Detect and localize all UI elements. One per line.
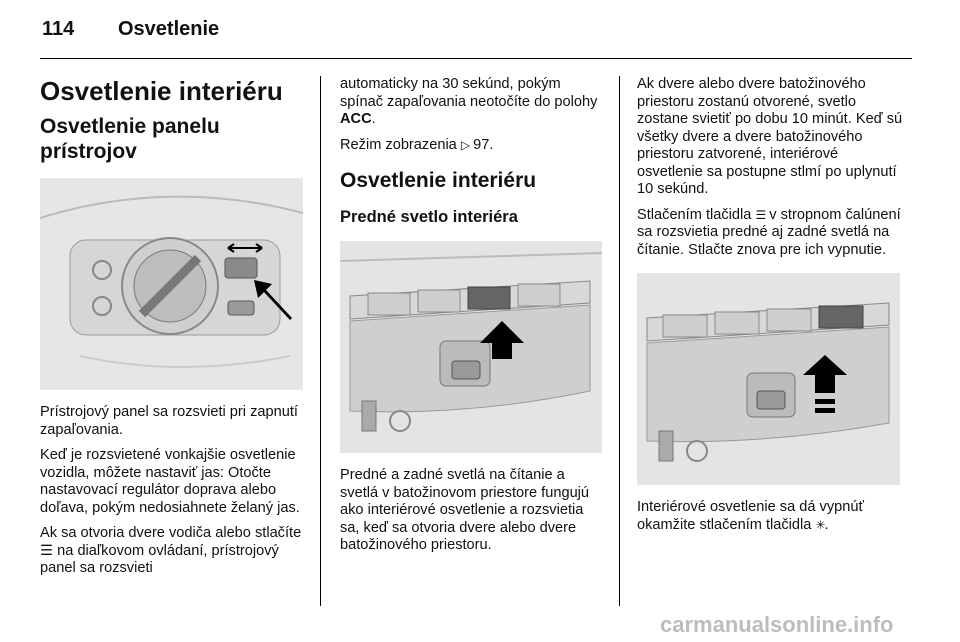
page-number: 114: [42, 18, 75, 40]
sub-heading-interior-lighting: Osvetlenie interiéru: [340, 169, 537, 192]
dome-light-icon: ☰: [755, 207, 766, 222]
light-off-icon: ✳: [815, 517, 825, 532]
paragraph-switch-off: [637, 499, 905, 534]
page-ref-arrow-icon: ▷: [460, 137, 470, 152]
paragraph-ten-minutes: Ak dvere alebo dvere batožinového priestoru zostanú otvorené, svetlo zostane svietiť po dobu 10 minút. Keď sú všetky dvere a dvere batožinového priestoru zatvorené, interiérové osvetlenie sa postupne stlmí po uplynutí 10 sekúnd.: [637, 76, 903, 197]
press-button-text-a: Stlačením tlačidla: [637, 206, 752, 223]
instrument-panel-figure: [40, 178, 303, 390]
acc-label: ACC: [340, 111, 372, 127]
display-mode-page-ref: 97.: [473, 136, 494, 153]
paragraph-acc-text-a: automaticky na 30 sekúnd, pokým spínač zapaľovania neotočíte do polohy: [340, 76, 598, 110]
switch-off-text-b: .: [824, 516, 829, 533]
column-divider-1: [320, 76, 321, 606]
paragraph-reading-lights: Predné a zadné svetlá na čítanie a svetlá v batožinovom priestore fungujú ako interiérové osvetlenie a rozsvietia sa, keď sa otvoria dvere alebo dvere batožinového priestoru.: [340, 467, 590, 553]
front-courtesy-light-figure: [340, 241, 602, 453]
sub-heading-instrument-panel: Osvetlenie panelu prístrojov: [40, 115, 220, 163]
press-button-text-b: v stropnom čalúnení sa rozsvietia predné aj zadné svetlá na čítanie. Stlačte znova pre ich vypnutie.: [637, 206, 901, 258]
main-heading: Osvetlenie interiéru: [40, 76, 283, 106]
paragraph-acc: [340, 76, 602, 129]
paragraph-acc-text-b: .: [371, 111, 376, 127]
column-1: [40, 76, 305, 586]
section-title: Osvetlenie: [118, 18, 220, 40]
remote-key-icon: ☰: [40, 542, 54, 559]
sub-heading-front-light: Predné svetlo interiéra: [340, 208, 518, 226]
paragraph-press-button: [637, 207, 905, 260]
header-rule: [40, 58, 912, 59]
paragraph-driver-door-text-a: Ak sa otvoria dvere vodiča alebo stlačíte: [40, 525, 302, 541]
watermark: carmanualsonline.info: [660, 612, 894, 637]
paragraph-ignition: Prístrojový panel sa rozsvieti pri zapnutí zapaľovania.: [40, 404, 298, 438]
column-3: [637, 76, 905, 542]
paragraph-driver-door-text-b: na diaľkovom ovládaní, prístrojový panel sa rozsvieti: [40, 542, 279, 576]
column-divider-2: [619, 76, 620, 606]
switch-off-text-a: Interiérové osvetlenie sa dá vypnúť okamžite stlačením tlačidla: [637, 499, 864, 533]
column-2: [340, 76, 602, 563]
display-mode-text: Režim zobrazenia: [340, 136, 457, 153]
rear-courtesy-light-figure: [637, 273, 900, 485]
paragraph-brightness: Keď je rozsvietené vonkajšie osvetlenie vozidla, môžete nastaviť jas: Otočte nastavovací regulátor doprava alebo doľava, pokým nedosiahnete želaný jas.: [40, 447, 300, 516]
paragraph-driver-door: [40, 525, 305, 578]
paragraph-display-mode: [340, 137, 602, 155]
